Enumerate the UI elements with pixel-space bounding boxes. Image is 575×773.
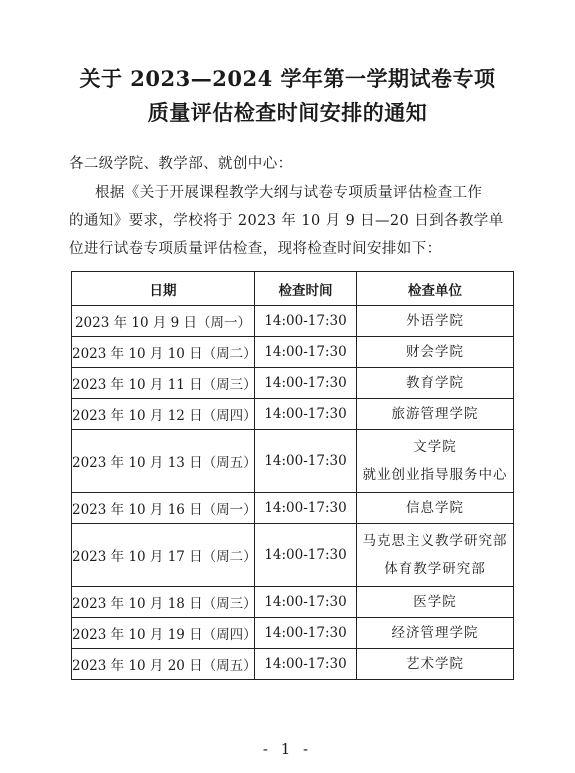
unit-name: 艺术学院 [406, 656, 464, 672]
unit-name: 医学院 [413, 594, 457, 610]
cell-date: 2023 年 10 月 13 日（周五） [72, 430, 255, 493]
unit-name: 经济管理学院 [391, 625, 479, 641]
cell-unit [357, 649, 514, 680]
cell-time: 14:00-17:30 [255, 618, 357, 649]
cell-time: 14:00-17:30 [255, 587, 357, 618]
cell-unit [357, 368, 514, 399]
cell-date: 2023 年 10 月 11 日（周三） [72, 368, 255, 399]
unit-name: 外语学院 [406, 313, 464, 329]
unit-name: 马克思主义教学研究部 [362, 533, 508, 549]
cell-date: 2023 年 10 月 17 日（周二） [72, 524, 255, 587]
cell-date: 2023 年 10 月 20 日（周五） [72, 649, 255, 680]
table-row [72, 337, 514, 368]
cell-date: 2023 年 10 月 10 日（周二） [72, 337, 255, 368]
cell-unit [357, 618, 514, 649]
cell-unit [357, 399, 514, 430]
table-row [72, 649, 514, 680]
cell-date: 2023 年 10 月 19 日（周四） [72, 618, 255, 649]
cell-date: 2023 年 10 月 16 日（周一） [72, 493, 255, 524]
cell-time: 14:00-17:30 [255, 399, 357, 430]
unit-name: 财会学院 [406, 344, 464, 360]
document-title-line-1: 关于 2023—2024 学年第一学期试卷专项 [79, 66, 496, 91]
header-time: 检查时间 [255, 272, 357, 306]
cell-time: 14:00-17:30 [255, 493, 357, 524]
cell-unit [357, 306, 514, 337]
cell-date: 2023 年 10 月 12 日（周四） [72, 399, 255, 430]
cell-time: 14:00-17:30 [255, 337, 357, 368]
table-row [72, 368, 514, 399]
header-date: 日期 [72, 272, 255, 306]
cell-unit [357, 337, 514, 368]
cell-date: 2023 年 10 月 18 日（周三） [72, 587, 255, 618]
unit-name: 教育学院 [406, 375, 464, 391]
unit-name: 文学院 [413, 439, 457, 455]
table-row [72, 430, 514, 493]
cell-unit [357, 430, 514, 493]
unit-name: 信息学院 [406, 500, 464, 516]
header-unit: 检查单位 [357, 272, 514, 306]
table-row [72, 493, 514, 524]
table-row [72, 399, 514, 430]
cell-unit [357, 493, 514, 524]
table-header-row [72, 272, 514, 306]
cell-time: 14:00-17:30 [255, 649, 357, 680]
inspection-schedule-table [71, 271, 514, 680]
unit-name: 旅游管理学院 [391, 406, 479, 422]
page-number: - 1 - [262, 740, 313, 758]
cell-time: 14:00-17:30 [255, 524, 357, 587]
table-row [72, 618, 514, 649]
cell-unit [357, 524, 514, 587]
unit-name: 体育教学研究部 [384, 561, 486, 577]
table-row [72, 524, 514, 587]
cell-date: 2023 年 10 月 9 日（周一） [72, 306, 255, 337]
body-text-line-3: 位进行试卷专项质量评估检查，现将检查时间安排如下： [69, 241, 442, 257]
cell-time: 14:00-17:30 [255, 430, 357, 493]
salutation: 各二级学院、教学部、就创中心： [69, 156, 293, 172]
cell-time: 14:00-17:30 [255, 368, 357, 399]
document-title-line-2: 质量评估检查时间安排的通知 [147, 100, 428, 125]
unit-name: 就业创业指导服务中心 [362, 467, 508, 483]
table-row [72, 306, 514, 337]
body-text-line-2: 的通知》要求，学校将于 2023 年 10 月 9 日—20 日到各教学单 [69, 213, 504, 229]
body-text-line-1: 根据《关于开展课程教学大纲与试卷专项质量评估检查工作 [95, 185, 483, 201]
cell-unit [357, 587, 514, 618]
table-row [72, 587, 514, 618]
cell-time: 14:00-17:30 [255, 306, 357, 337]
